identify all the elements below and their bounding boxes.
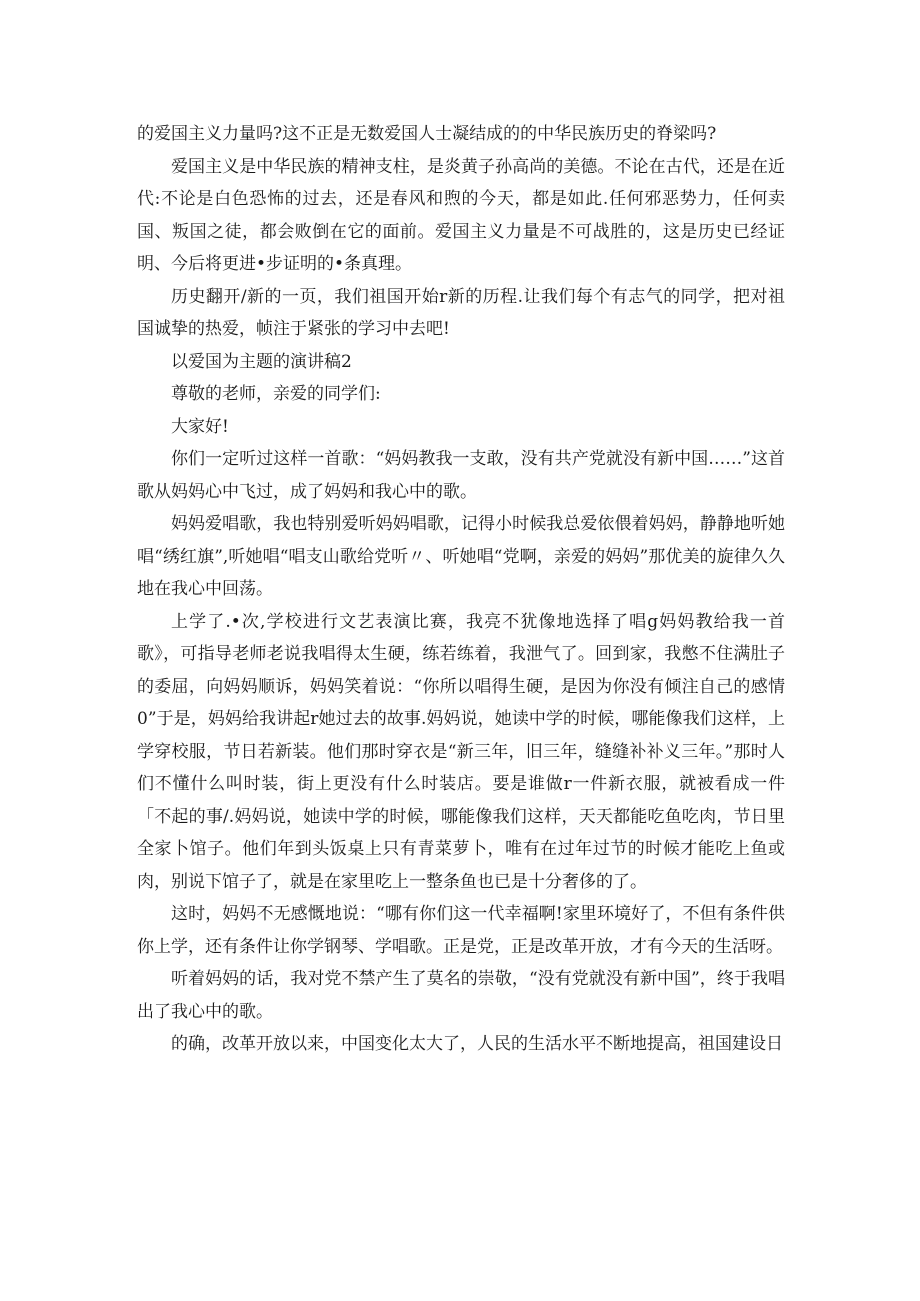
paragraph-mother-sings: 妈妈爱唱歌，我也特别爱听妈妈唱歌，记得小时候我总爱依偎着妈妈，静静地听她唱“绣红旗”,听她唱“唱支山歌给党听〃、听她唱“党啊，亲爱的妈妈”那优美的旋律久久地在我心中回荡。 bbox=[137, 514, 785, 599]
paragraph-salutation: 尊敬的老师，亲爱的同学们: bbox=[171, 384, 381, 404]
paragraph-patriotism-pillar: 爱国主义是中华民族的精神支柱，是炎黄子孙高尚的美德。不论在古代，还是在近代:不论是白色恐怖的过去，还是春风和煦的今天，都是如此.任何邪恶势力，任何卖国、叛国之徒，都会败倒在它的面前。爱国主义力量是不可战胜的，这是历史已经证明、今后将更进•步证明的•条真理。 bbox=[137, 156, 785, 274]
paragraph-reform-changes: 的确，改革开放以来，中国变化太大了，人民的生活水平不断地提高，祖国建设日 bbox=[171, 1034, 783, 1054]
paragraph-song-intro: 你们一定听过这样一首歌：“妈妈教我一支敢，没有共产党就没有新中国……”这首歌从妈妈心中飞过，成了妈妈和我心中的歌。 bbox=[137, 449, 785, 502]
paragraph-mother-remarks: 这时，妈妈不无感慨地说：“哪有你们这一代幸福啊!家里环境好了，不但有条件供你上学，还有条件让你学钢琴、学唱歌。正是党，正是改革开放，才有今天的生活呀。 bbox=[137, 904, 785, 957]
paragraph-continuation: 的爱国主义力量吗?这不正是无数爱国人士凝结成的的中华民族历史的脊梁吗? bbox=[137, 124, 717, 144]
paragraph-school-contest: 上学了.•次,学校进行文艺表演比赛，我亮不犹像地选择了唱g妈妈教给我一首歌》，可指导老师老说我唱得太生硬，练若练着，我泄气了。回到家，我憋不住满肚子的委屈，向妈妈顺诉，妈妈笑着说：“你所以唱得生硬，是因为你没有倾注自己的感情0”于是，妈妈给我讲起r她过去的故事.妈妈说，她读中学的时候，哪能像我们这样，上学穿校服，节日若新装。他们那时穿衣是“新三年，旧三年，缝缝补补义三年。”那时人们不懂什么叫时装，街上更没有什么时装店。要是谁做r一件新衣服，就被看成一件「不起的事/.妈妈说，她读中学的时候，哪能像我们这样，天天都能吃鱼吃肉，节日里全家卜馆子。他们年到头饭桌上只有青菜萝卜，唯有在过年过节的时候才能吃上鱼或肉，别说下馆子了，就是在家里吃上一整条鱼也已是十分奢侈的了。 bbox=[137, 611, 785, 892]
paragraph-greeting: 大家好! bbox=[171, 416, 229, 437]
paragraph-respect-for-party: 听着妈妈的话，我对党不禁产生了莫名的崇敬，“没有党就没有新中国”，终于我唱出了我心中的歌。 bbox=[137, 969, 785, 1022]
speech-title: 以爱国为主题的演讲稿2 bbox=[171, 351, 352, 372]
document-body bbox=[137, 118, 785, 1061]
paragraph-history-new-page: 历史翻开/新的一页，我们祖国开始r新的历程.让我们每个有志气的同学，把对祖国诚挚的热爱，帧注于紧张的学习中去吧! bbox=[137, 286, 785, 339]
